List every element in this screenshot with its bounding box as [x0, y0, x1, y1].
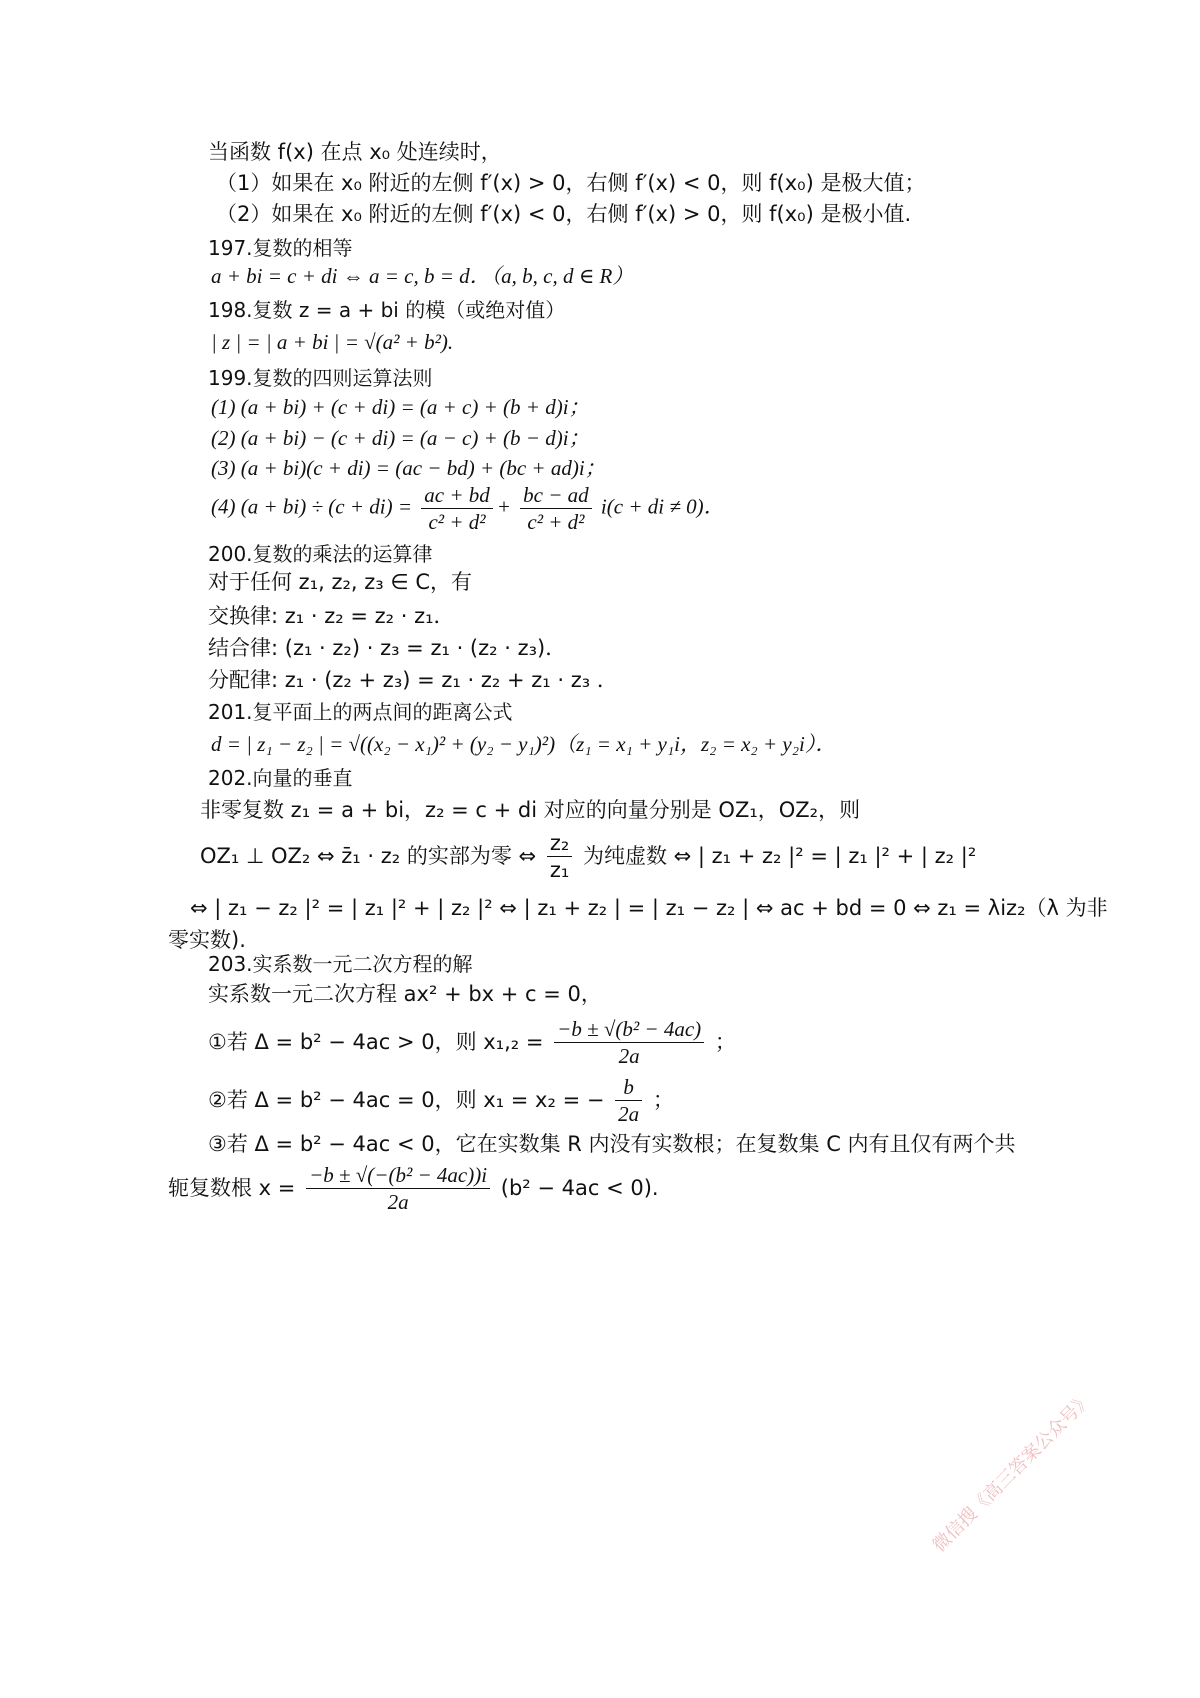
perpendicular-condition — [200, 830, 976, 884]
fraction-denominator: 2a — [618, 1102, 640, 1127]
perpendicular-rhs: 为纯虚数 ⇔ | z₁ + z₂ |² = | z₁ |² + | z₂ |² — [582, 843, 977, 868]
fraction-denominator: c² + d² — [428, 510, 486, 535]
heading-201: 201.复平面上的两点间的距离公式 — [208, 700, 513, 724]
heading-203: 203.实系数一元二次方程的解 — [208, 952, 473, 976]
distance-formula: d = | z₁ − z₂ | = √((x₂ − x₁)² + (y₂ − y₁)²)（z₁ = x₁ + y₁i，z₂ = x₂ + y₂i）． — [211, 732, 837, 756]
fraction-numerator: bc − ad — [520, 482, 592, 509]
continuity-condition: 当函数 f(x) 在点 x₀ 处连续时， — [208, 140, 502, 164]
fraction-numerator: −b ± √(−(b² − 4ac))i — [306, 1162, 490, 1189]
division-lhs: (4) (a + bi) ÷ (c + di) = — [211, 494, 412, 519]
complex-root-fraction — [306, 1162, 490, 1216]
quadratic-equation: 实系数一元二次方程 ax² + bx + c = 0， — [208, 982, 602, 1006]
complex-roots — [168, 1162, 659, 1216]
division-tail: i(c + di ≠ 0)． — [600, 494, 725, 519]
heading-197: 197.复数的相等 — [208, 236, 353, 260]
complex-roots-tail: (b² − 4ac < 0). — [500, 1175, 659, 1200]
perpendicular-lhs: OZ₁ ⊥ OZ₂ ⇔ z̄₁ · z₂ 的实部为零 ⇔ — [200, 843, 537, 868]
case-zero — [208, 1074, 674, 1128]
fraction-denominator: c² + d² — [527, 510, 585, 535]
perpendicular-note: 零实数). — [168, 928, 246, 952]
case-negative: ③若 Δ = b² − 4ac < 0，它在实数集 R 内没有实数根；在复数集 C 内有且仅有两个共 — [208, 1132, 1016, 1156]
commutative-law: 交换律: z₁ · z₂ = z₂ · z₁． — [208, 604, 455, 628]
fraction-numerator: b — [615, 1074, 642, 1101]
fraction-numerator: −b ± √(b² − 4ac) — [554, 1016, 704, 1043]
watermark: 微信搜《高三答案公众号》 — [928, 1388, 1097, 1557]
case-positive-end: ； — [714, 1029, 736, 1054]
fraction-numerator: z₂ — [547, 830, 572, 857]
equality-formula: a + bi = c + di ⇔ a = c, b = d．（a, b, c, d ∈ R） — [211, 264, 634, 288]
heading-198: 198.复数 z = a + bi 的模（或绝对值） — [208, 298, 566, 322]
division-real-fraction — [421, 482, 493, 536]
vector-intro: 非零复数 z₁ = a + bi，z₂ = c + di 对应的向量分别是 OZ₁，OZ₂，则 — [200, 798, 861, 822]
fraction-denominator: 2a — [387, 1190, 409, 1215]
complex-roots-lhs: 轭复数根 x = — [168, 1175, 296, 1200]
rule-addition: (1) (a + bi) + (c + di) = (a + c) + (b + d)i； — [211, 395, 590, 419]
fraction-denominator: 2a — [618, 1044, 640, 1069]
ratio-fraction — [547, 830, 572, 884]
heading-200: 200.复数的乘法的运算律 — [208, 542, 433, 566]
case-zero-lhs: ②若 Δ = b² − 4ac = 0，则 x₁ = x₂ = − — [208, 1087, 605, 1112]
rule-multiplication: (3) (a + bi)(c + di) = (ac − bd) + (bc + ad)i； — [211, 456, 606, 480]
distributive-law: 分配律: z₁ · (z₂ + z₃) = z₁ · z₂ + z₁ · z₃ ． — [208, 668, 618, 692]
heading-199: 199.复数的四则运算法则 — [208, 366, 433, 390]
minimum-rule: （2）如果在 x₀ 附近的左侧 f′(x) < 0，右侧 f′(x) > 0，则 f(x₀) 是极小值. — [216, 202, 912, 226]
double-root-fraction — [615, 1074, 642, 1128]
case-positive — [208, 1016, 736, 1070]
case-zero-end: ； — [652, 1087, 674, 1112]
fraction-denominator: z₁ — [549, 858, 570, 883]
root-fraction — [554, 1016, 704, 1070]
division-imag-fraction — [520, 482, 592, 536]
multiplication-intro: 对于任何 z₁, z₂, z₃ ∈ C，有 — [208, 570, 473, 594]
case-positive-lhs: ①若 Δ = b² − 4ac > 0，则 x₁,₂ = — [208, 1029, 544, 1054]
heading-202: 202.向量的垂直 — [208, 766, 353, 790]
perpendicular-equivalences: ⇔ | z₁ − z₂ |² = | z₁ |² + | z₂ |² ⇔ | z₁ + z₂ | = | z₁ − z₂ | ⇔ ac + bd = 0 ⇔ z₁ = λiz₂（λ 为非 — [190, 896, 1108, 920]
rule-division: (4) (a + bi) ÷ (c + di) = $\frac{ac + bd}{\text{c² + d²}}$ + $\frac{bc - ad}{\text{c² + d²}}$ i(c + di ≠ 0)． — [211, 483, 725, 535]
maximum-rule: （1）如果在 x₀ 附近的左侧 f′(x) > 0，右侧 f′(x) < 0，则 f(x₀) 是极大值； — [216, 171, 926, 195]
associative-law: 结合律: (z₁ · z₂) · z₃ = z₁ · (z₂ · z₃)． — [208, 636, 567, 660]
rule-subtraction: (2) (a + bi) − (c + di) = (a − c) + (b − d)i； — [211, 426, 590, 450]
modulus-formula: | z | = | a + bi | = √(a² + b²). — [211, 330, 454, 354]
fraction-numerator: ac + bd — [421, 482, 493, 509]
